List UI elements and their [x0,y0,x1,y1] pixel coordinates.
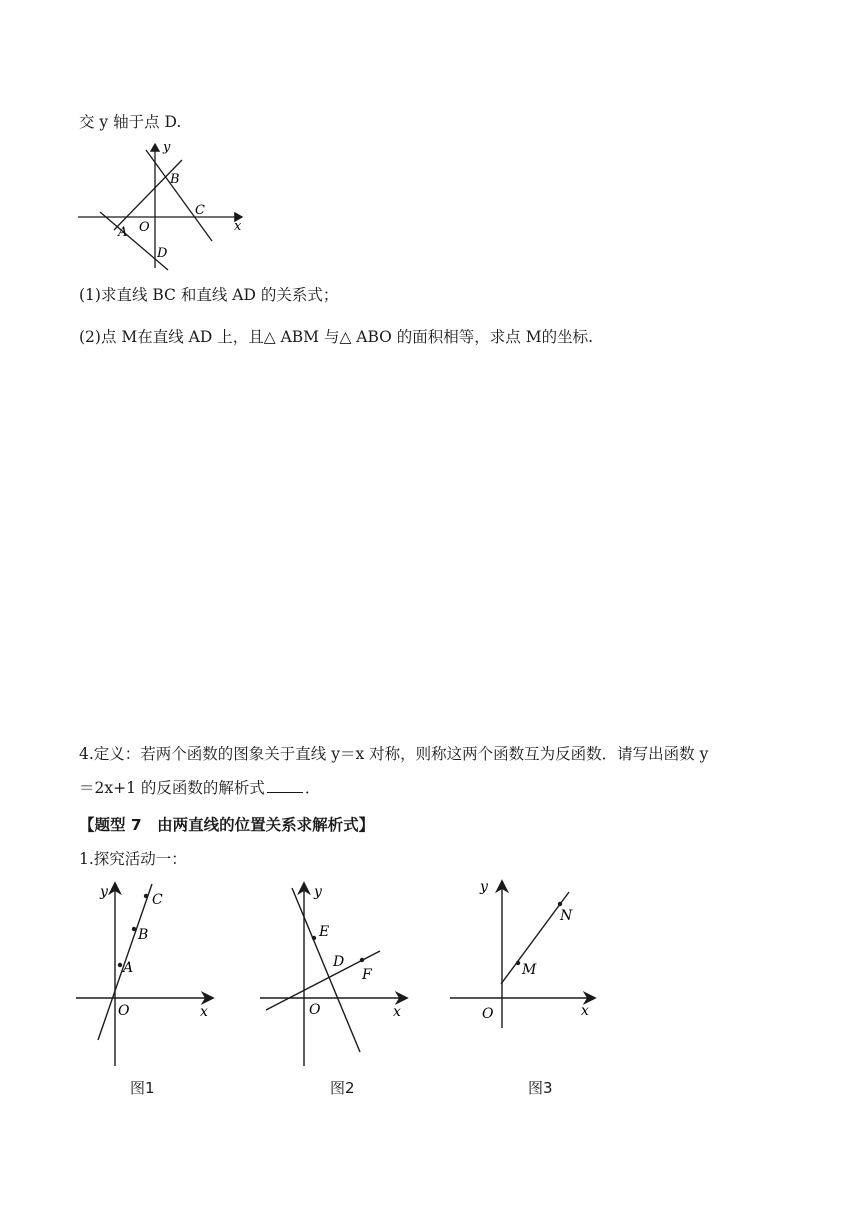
label-y: y [100,884,108,900]
problem4-line-2-end: ． [304,779,321,797]
label-c: C [195,203,205,218]
label-a: A [123,960,134,976]
label-o: O [482,1006,494,1022]
point-f [360,958,364,962]
line-ad [100,212,168,270]
point-e [312,936,316,940]
problem3-intro: 交 y 轴于点 D. [79,113,182,131]
label-d: D [157,246,168,261]
label-m: M [522,962,537,978]
activity-title: 1.探究活动一： [79,850,187,868]
label-y: y [163,140,171,155]
point-a [118,963,122,967]
label-n: N [560,908,573,924]
label-c: C [152,892,163,908]
figure-top [70,138,260,273]
figure-3 [446,876,606,1036]
point-n [558,902,562,906]
figure-2-caption: 图2 [330,1079,355,1097]
answer-blank[interactable] [267,778,303,793]
problem4-line-2-text: ＝2x+1 的反函数的解析式 [79,779,265,797]
figure-2 [258,878,418,1068]
problem4-line-1: 4.定义：若两个函数的图象关于直线 y＝x 对称，则称这两个函数互为反函数．请写出函数 y [79,745,709,763]
label-b: B [138,927,149,943]
point-c [144,894,148,898]
section-title: 【题型 7 由两直线的位置关系求解析式】 [79,816,375,834]
label-o: O [118,1003,130,1019]
problem3-question-1: (1)求直线 BC 和直线 AD 的关系式； [79,286,339,304]
label-x: x [200,1004,208,1020]
label-o: O [139,220,150,235]
label-d: D [333,954,345,970]
label-y: y [314,884,322,900]
label-f: F [362,967,372,983]
label-x: x [581,1003,589,1019]
problem4-line-2 [79,778,320,798]
point-b [132,927,136,931]
figure-1 [72,878,222,1068]
line-ed [292,888,360,1052]
problem3-question-2: (2)点 M在直线 AD 上，且△ ABM 与△ ABO 的面积相等，求点 M的坐标. [79,328,594,346]
label-b: B [170,172,180,187]
point-m [516,961,520,965]
label-e: E [319,924,330,940]
label-x: x [234,219,242,234]
label-a: A [118,225,128,240]
figure-3-caption: 图3 [528,1079,553,1097]
figure-1-caption: 图1 [130,1079,155,1097]
label-x: x [393,1004,401,1020]
label-o: O [309,1002,321,1018]
label-y: y [480,879,488,895]
